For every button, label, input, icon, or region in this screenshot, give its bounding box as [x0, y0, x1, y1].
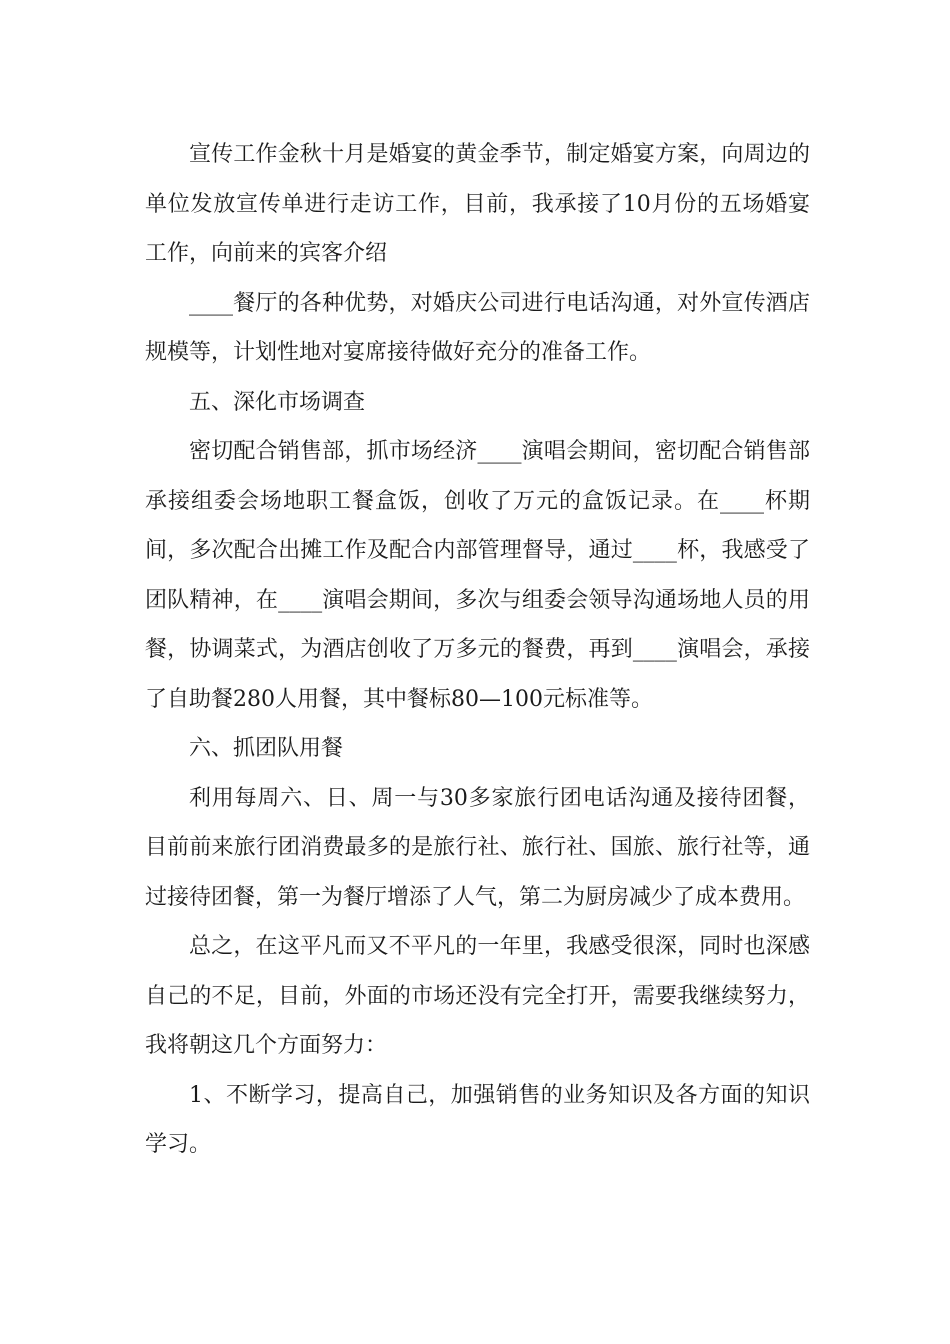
section-heading-market-research: 五、深化市场调查 — [189, 389, 366, 415]
paragraph-summary: 总之，在这平凡而又不平凡的一年里，我感受很深，同时也深感自己的不足，目前，外面的市场还没有完全打开，需要我继续努力，我将朝这几个方面努力： — [145, 934, 810, 1058]
paragraph-group-dining: 利用每周六、日、周一与30多家旅行团电话沟通及接待团餐，目前前来旅行团消费最多的是旅行社、旅行社、国旅、旅行社等，通过接待团餐，第一为餐厅增添了人气，第二为厨房减少了成本费用。 — [145, 785, 810, 910]
paragraph-wedding-promotion: 宣传工作金秋十月是婚宴的黄金季节，制定婚宴方案，向周边的单位发放宣传单进行走访工作，目前，我承接了10月份的五场婚宴工作，向前来的宾客介绍 — [145, 142, 810, 266]
paragraph-market-research: 密切配合销售部，抓市场经济____演唱会期间，密切配合销售部承接组委会场地职工餐盒饭，创收了万元的盒饭记录。在____杯期间，多次配合出摊工作及配合内部管理督导，通过____杯，我感受了团队精神，在____演唱会期间，多次与组委会领导沟通场地人员的用餐，协调菜式，为酒店创收了万多元的餐费，再到____演唱会，承接了自助餐280人用餐，其中餐标80—100元标准等。 — [145, 439, 810, 712]
document-body — [145, 130, 810, 1170]
list-item-learning: 1、不断学习，提高自己，加强销售的业务知识及各方面的知识学习。 — [145, 1082, 810, 1157]
section-heading-group-dining: 六、抓团队用餐 — [189, 736, 344, 761]
paragraph-restaurant-advantages: ____餐厅的各种优势，对婚庆公司进行电话沟通，对外宣传酒店规模等，计划性地对宴席接待做好充分的准备工作。 — [145, 290, 810, 365]
